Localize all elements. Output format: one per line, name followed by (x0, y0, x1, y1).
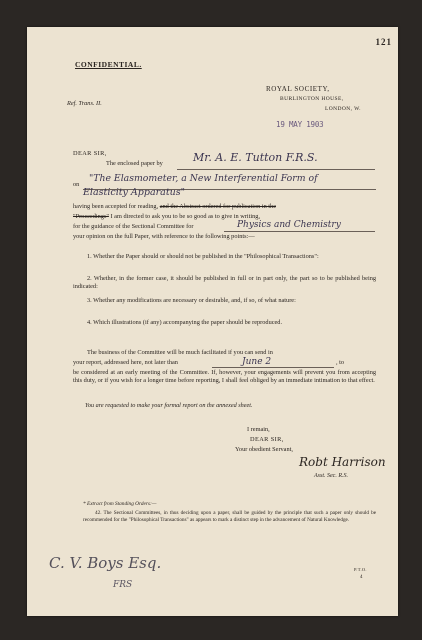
society-name: ROYAL SOCIETY, (266, 85, 330, 93)
enclosed-label: The enclosed paper by (106, 160, 163, 167)
opinion-text: your opinion on the full Paper, with reference to the following points:— (73, 233, 255, 240)
salutation: DEAR SIR, (73, 150, 107, 157)
point-2: 2. Whether, in the former case, it should be published in full or in part only, the part so to be published being indicated: (73, 275, 376, 291)
accepted-line (73, 203, 276, 210)
addressee-mark: FRS (113, 580, 133, 590)
page-number: 121 (375, 37, 392, 47)
closing-remain: I remain, (247, 426, 270, 433)
proceedings-struck-text: "Proceedings" (73, 213, 109, 220)
point-1: 1. Whether the Paper should or should not be published in the "Philosophical Transactions": (87, 253, 319, 260)
closing-servant: Your obedient Servant, (235, 446, 293, 453)
letter-sheet (27, 27, 398, 616)
society-city: LONDON, W. (325, 106, 361, 112)
signatory-title: Asst. Sec. R.S. (314, 473, 348, 479)
guidance-text: for the guidance of the Sectional Committee for (73, 223, 194, 230)
business-line2a (73, 359, 178, 366)
abstract-struck-text: and the Abstract ordered for publication in the (159, 203, 276, 210)
directed-line (73, 213, 260, 220)
addressee-name: C. V. Boys Esq. (49, 554, 162, 572)
footnote-heading: * Extract from Standing Orders:— (83, 501, 157, 507)
paper-title-line2: Elasticity Apparatus" (83, 187, 186, 198)
paper-title-line1: "The Elasmometer, a New Interferential Form of (89, 173, 318, 184)
on-label: on (73, 181, 80, 188)
received-date-stamp: 19 MAY 1903 (276, 120, 324, 129)
closing-dear: DEAR SIR, (250, 436, 284, 443)
pto-label: P.T.O. (354, 567, 367, 572)
directed-text: I am directed to ask you to be so good as to give in writing, (110, 213, 261, 220)
signature: Robt Harrison (299, 455, 386, 469)
point-3: 3. Whether any modifications are necessary or desirable, and, if so, of what nature: (87, 297, 296, 304)
confidential-heading: CONFIDENTIAL. (75, 60, 142, 69)
business-line1: The business of the Committee will be much facilitated if you can send in (87, 349, 273, 356)
accepted-text: having been accepted for reading, (73, 203, 159, 210)
pto-mark: 4 (360, 575, 363, 580)
author-name: Mr. A. E. Tutton F.R.S. (193, 151, 318, 164)
footnote-text: 42. The Sectional Committees, in thus deciding upon a paper, shall be guided by the principle that such a paper only should be recommended for the "Philosophical Transactions" as appears to mark a distinct step in the advancement of Natural Knowledge. (83, 510, 376, 523)
report-deadline-text: your report, addressed here, not later than (73, 359, 178, 366)
business-line2b: , to (336, 359, 345, 366)
business-rest: be considered at an early meeting of the Committee. If, however, your engagements will prevent you from accepting this duty, or if you wish for a longer time before reporting, I shall feel obliged by an immediate intimation to that effect. (73, 369, 376, 385)
ref-label: Ref. Trans. II. (67, 100, 102, 107)
formal-report-request: You are requested to make your formal report on the annexed sheet. (85, 402, 253, 409)
deadline-date: June 2 (242, 357, 272, 367)
point-4: 4. Which illustrations (if any) accompanying the paper should be reproduced. (87, 319, 283, 326)
society-house: BURLINGTON HOUSE, (280, 96, 344, 102)
committee-name: Physics and Chemistry (237, 220, 341, 230)
